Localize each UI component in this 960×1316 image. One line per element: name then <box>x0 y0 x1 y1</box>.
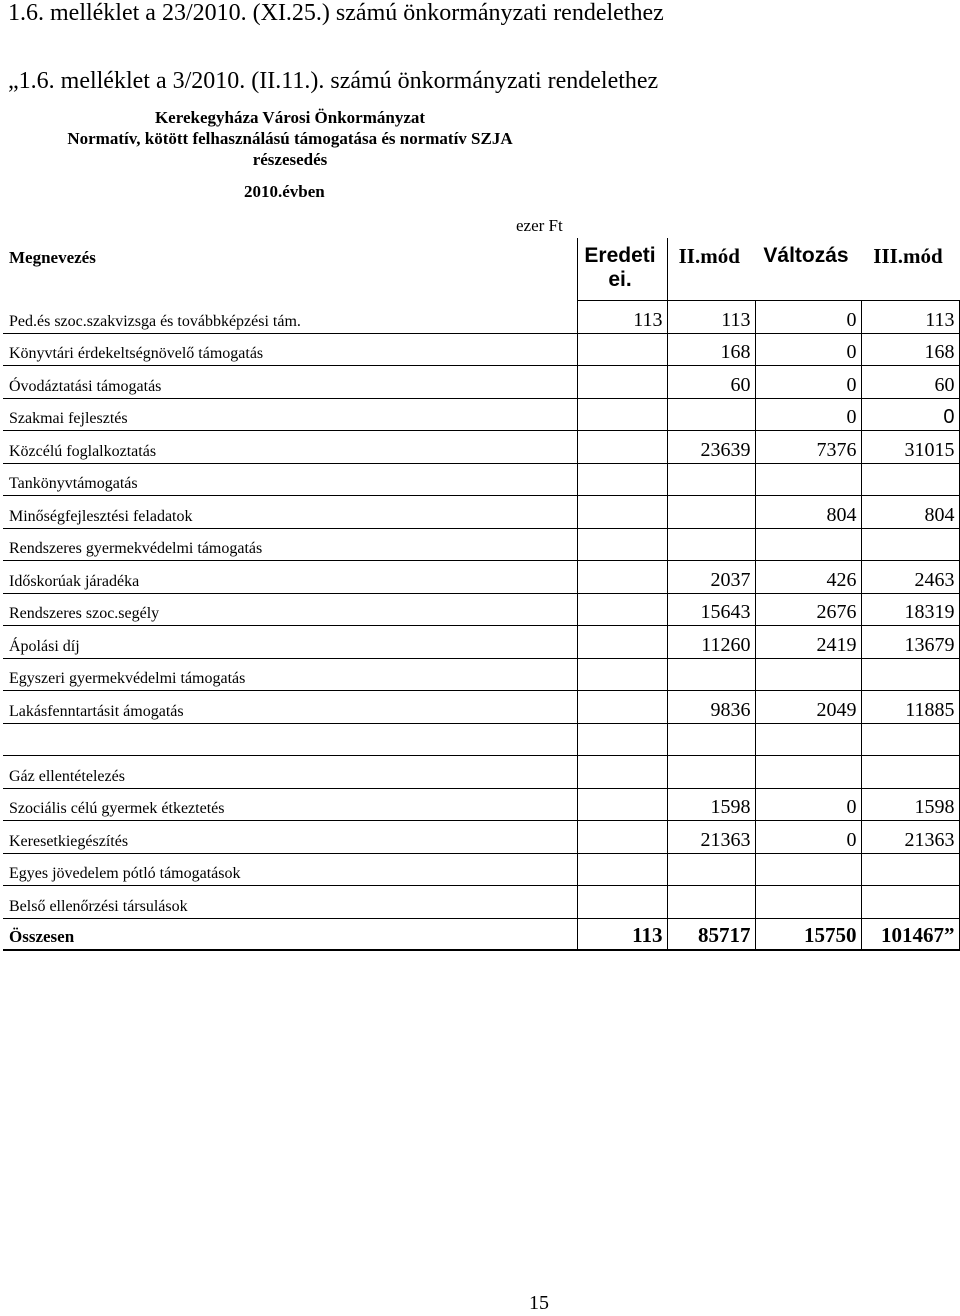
row-name: Ápolási díj <box>3 625 577 658</box>
total-original-value: 113 <box>577 918 667 950</box>
table-row <box>3 528 959 560</box>
table-row <box>3 430 959 463</box>
mod3-value: 168 <box>861 333 959 365</box>
mod2-value <box>667 495 755 528</box>
table-row <box>3 658 959 690</box>
table-row <box>3 300 959 333</box>
budget-table-body <box>3 238 959 950</box>
mod3-value <box>861 755 959 788</box>
mod3-value: 2463 <box>861 560 959 593</box>
mod2-value <box>667 885 755 918</box>
table-title-line2: részesedés <box>252 150 328 169</box>
row-name <box>3 723 577 755</box>
row-name: Egyszeri gyermekvédelmi támogatás <box>3 658 577 690</box>
row-name: Közcélú foglalkoztatás <box>3 430 577 463</box>
mod3-value: 21363 <box>861 820 959 853</box>
change-value <box>755 755 861 788</box>
table-row <box>3 755 959 788</box>
row-name: Óvodáztatási támogatás <box>3 365 577 398</box>
column-header-mod3: III.mód <box>861 238 959 300</box>
change-value: 804 <box>755 495 861 528</box>
column-header-change: Változás <box>755 238 861 300</box>
mod2-value: 11260 <box>667 625 755 658</box>
change-value: 2049 <box>755 690 861 723</box>
table-row <box>3 365 959 398</box>
change-value: 0 <box>755 365 861 398</box>
change-value: 2676 <box>755 593 861 625</box>
mod2-value <box>667 398 755 430</box>
mod2-value: 113 <box>667 300 755 333</box>
mod2-value <box>667 658 755 690</box>
mod3-value <box>861 463 959 495</box>
mod2-value: 21363 <box>667 820 755 853</box>
row-name: Ped.és szoc.szakvizsga és továbbképzési tám. <box>3 300 577 333</box>
original-value <box>577 755 667 788</box>
change-value: 7376 <box>755 430 861 463</box>
mod2-value: 1598 <box>667 788 755 820</box>
change-value: 0 <box>755 300 861 333</box>
mod2-value: 60 <box>667 365 755 398</box>
amended-document-reference-line: „1.6. melléklet a 3/2010. (II.11.). számú önkormányzati rendelethez <box>8 68 659 94</box>
original-value <box>577 658 667 690</box>
mod3-value <box>861 658 959 690</box>
row-name: Gáz ellentételezés <box>3 755 577 788</box>
table-row <box>3 690 959 723</box>
row-name: Könyvtári érdekeltségnövelő támogatás <box>3 333 577 365</box>
table-row <box>3 463 959 495</box>
original-value <box>577 625 667 658</box>
column-header-name: Megnevezés <box>9 248 96 267</box>
row-name: Időskorúak járadéka <box>3 560 577 593</box>
mod3-value: 31015 <box>861 430 959 463</box>
mod3-value: 113 <box>861 300 959 333</box>
change-value: 0 <box>755 820 861 853</box>
table-row <box>3 560 959 593</box>
total-change-value: 15750 <box>755 918 861 950</box>
column-header-mod2: II.mód <box>667 238 755 300</box>
original-value <box>577 593 667 625</box>
table-row <box>3 495 959 528</box>
change-value <box>755 885 861 918</box>
original-value <box>577 495 667 528</box>
table-row <box>3 593 959 625</box>
original-value: 113 <box>577 300 667 333</box>
change-value <box>755 853 861 885</box>
mod3-value <box>861 723 959 755</box>
table-row <box>3 820 959 853</box>
original-value <box>577 853 667 885</box>
total-mod3-value: 101467” <box>861 918 959 950</box>
original-value <box>577 690 667 723</box>
column-header-original: Eredeti ei. <box>577 238 667 300</box>
original-value <box>577 463 667 495</box>
total-row-name: Összesen <box>3 918 577 950</box>
mod2-value: 168 <box>667 333 755 365</box>
original-value <box>577 560 667 593</box>
row-name: Belső ellenőrzési társulások <box>3 885 577 918</box>
unit-label: ezer Ft <box>516 216 563 235</box>
row-name: Egyes jövedelem pótló támogatások <box>3 853 577 885</box>
table-row <box>3 398 959 430</box>
mod3-value <box>861 853 959 885</box>
change-value <box>755 463 861 495</box>
change-value <box>755 723 861 755</box>
table-row <box>3 788 959 820</box>
row-name: Tankönyvtámogatás <box>3 463 577 495</box>
organization-name: Kerekegyháza Városi Önkormányzat <box>154 108 426 127</box>
mod2-value <box>667 755 755 788</box>
row-name: Szociális célú gyermek étkeztetés <box>3 788 577 820</box>
table-title-line1: Normatív, kötött felhasználású támogatása és normatív SZJA <box>67 129 513 148</box>
mod2-value: 15643 <box>667 593 755 625</box>
change-value: 426 <box>755 560 861 593</box>
original-value <box>577 398 667 430</box>
original-value <box>577 365 667 398</box>
original-value <box>577 430 667 463</box>
mod2-value <box>667 463 755 495</box>
mod3-value <box>861 528 959 560</box>
year-label: 2010.évben <box>244 182 325 201</box>
row-name: Szakmai fejlesztés <box>3 398 577 430</box>
page-number: 15 <box>529 1292 549 1314</box>
mod2-value <box>667 723 755 755</box>
change-value: 0 <box>755 333 861 365</box>
mod3-value: 804 <box>861 495 959 528</box>
mod2-value: 2037 <box>667 560 755 593</box>
table-row <box>3 723 959 755</box>
change-value: 2419 <box>755 625 861 658</box>
mod2-value: 23639 <box>667 430 755 463</box>
mod2-value <box>667 853 755 885</box>
mod3-value: 11885 <box>861 690 959 723</box>
table-header-row <box>3 238 959 300</box>
total-row <box>3 918 959 950</box>
budget-table <box>3 238 960 951</box>
original-value <box>577 885 667 918</box>
mod3-value <box>861 885 959 918</box>
mod2-value <box>667 528 755 560</box>
original-value <box>577 528 667 560</box>
mod3-value: 0 <box>861 398 959 430</box>
mod3-value: 18319 <box>861 593 959 625</box>
mod3-value: 1598 <box>861 788 959 820</box>
change-value <box>755 528 861 560</box>
original-value <box>577 820 667 853</box>
table-row <box>3 333 959 365</box>
row-name: Rendszeres gyermekvédelmi támogatás <box>3 528 577 560</box>
change-value: 0 <box>755 788 861 820</box>
original-value <box>577 788 667 820</box>
mod2-value: 9836 <box>667 690 755 723</box>
table-row <box>3 853 959 885</box>
original-value <box>577 333 667 365</box>
row-name: Keresetkiegészítés <box>3 820 577 853</box>
mod3-value: 13679 <box>861 625 959 658</box>
document-reference-line: 1.6. melléklet a 23/2010. (XI.25.) számú önkormányzati rendelethez <box>8 0 664 26</box>
table-row <box>3 625 959 658</box>
total-mod2-value: 85717 <box>667 918 755 950</box>
row-name: Lakásfenntartásit ámogatás <box>3 690 577 723</box>
row-name: Minőségfejlesztési feladatok <box>3 495 577 528</box>
mod3-value: 60 <box>861 365 959 398</box>
original-value <box>577 723 667 755</box>
change-value: 0 <box>755 398 861 430</box>
row-name: Rendszeres szoc.segély <box>3 593 577 625</box>
change-value <box>755 658 861 690</box>
table-row <box>3 885 959 918</box>
